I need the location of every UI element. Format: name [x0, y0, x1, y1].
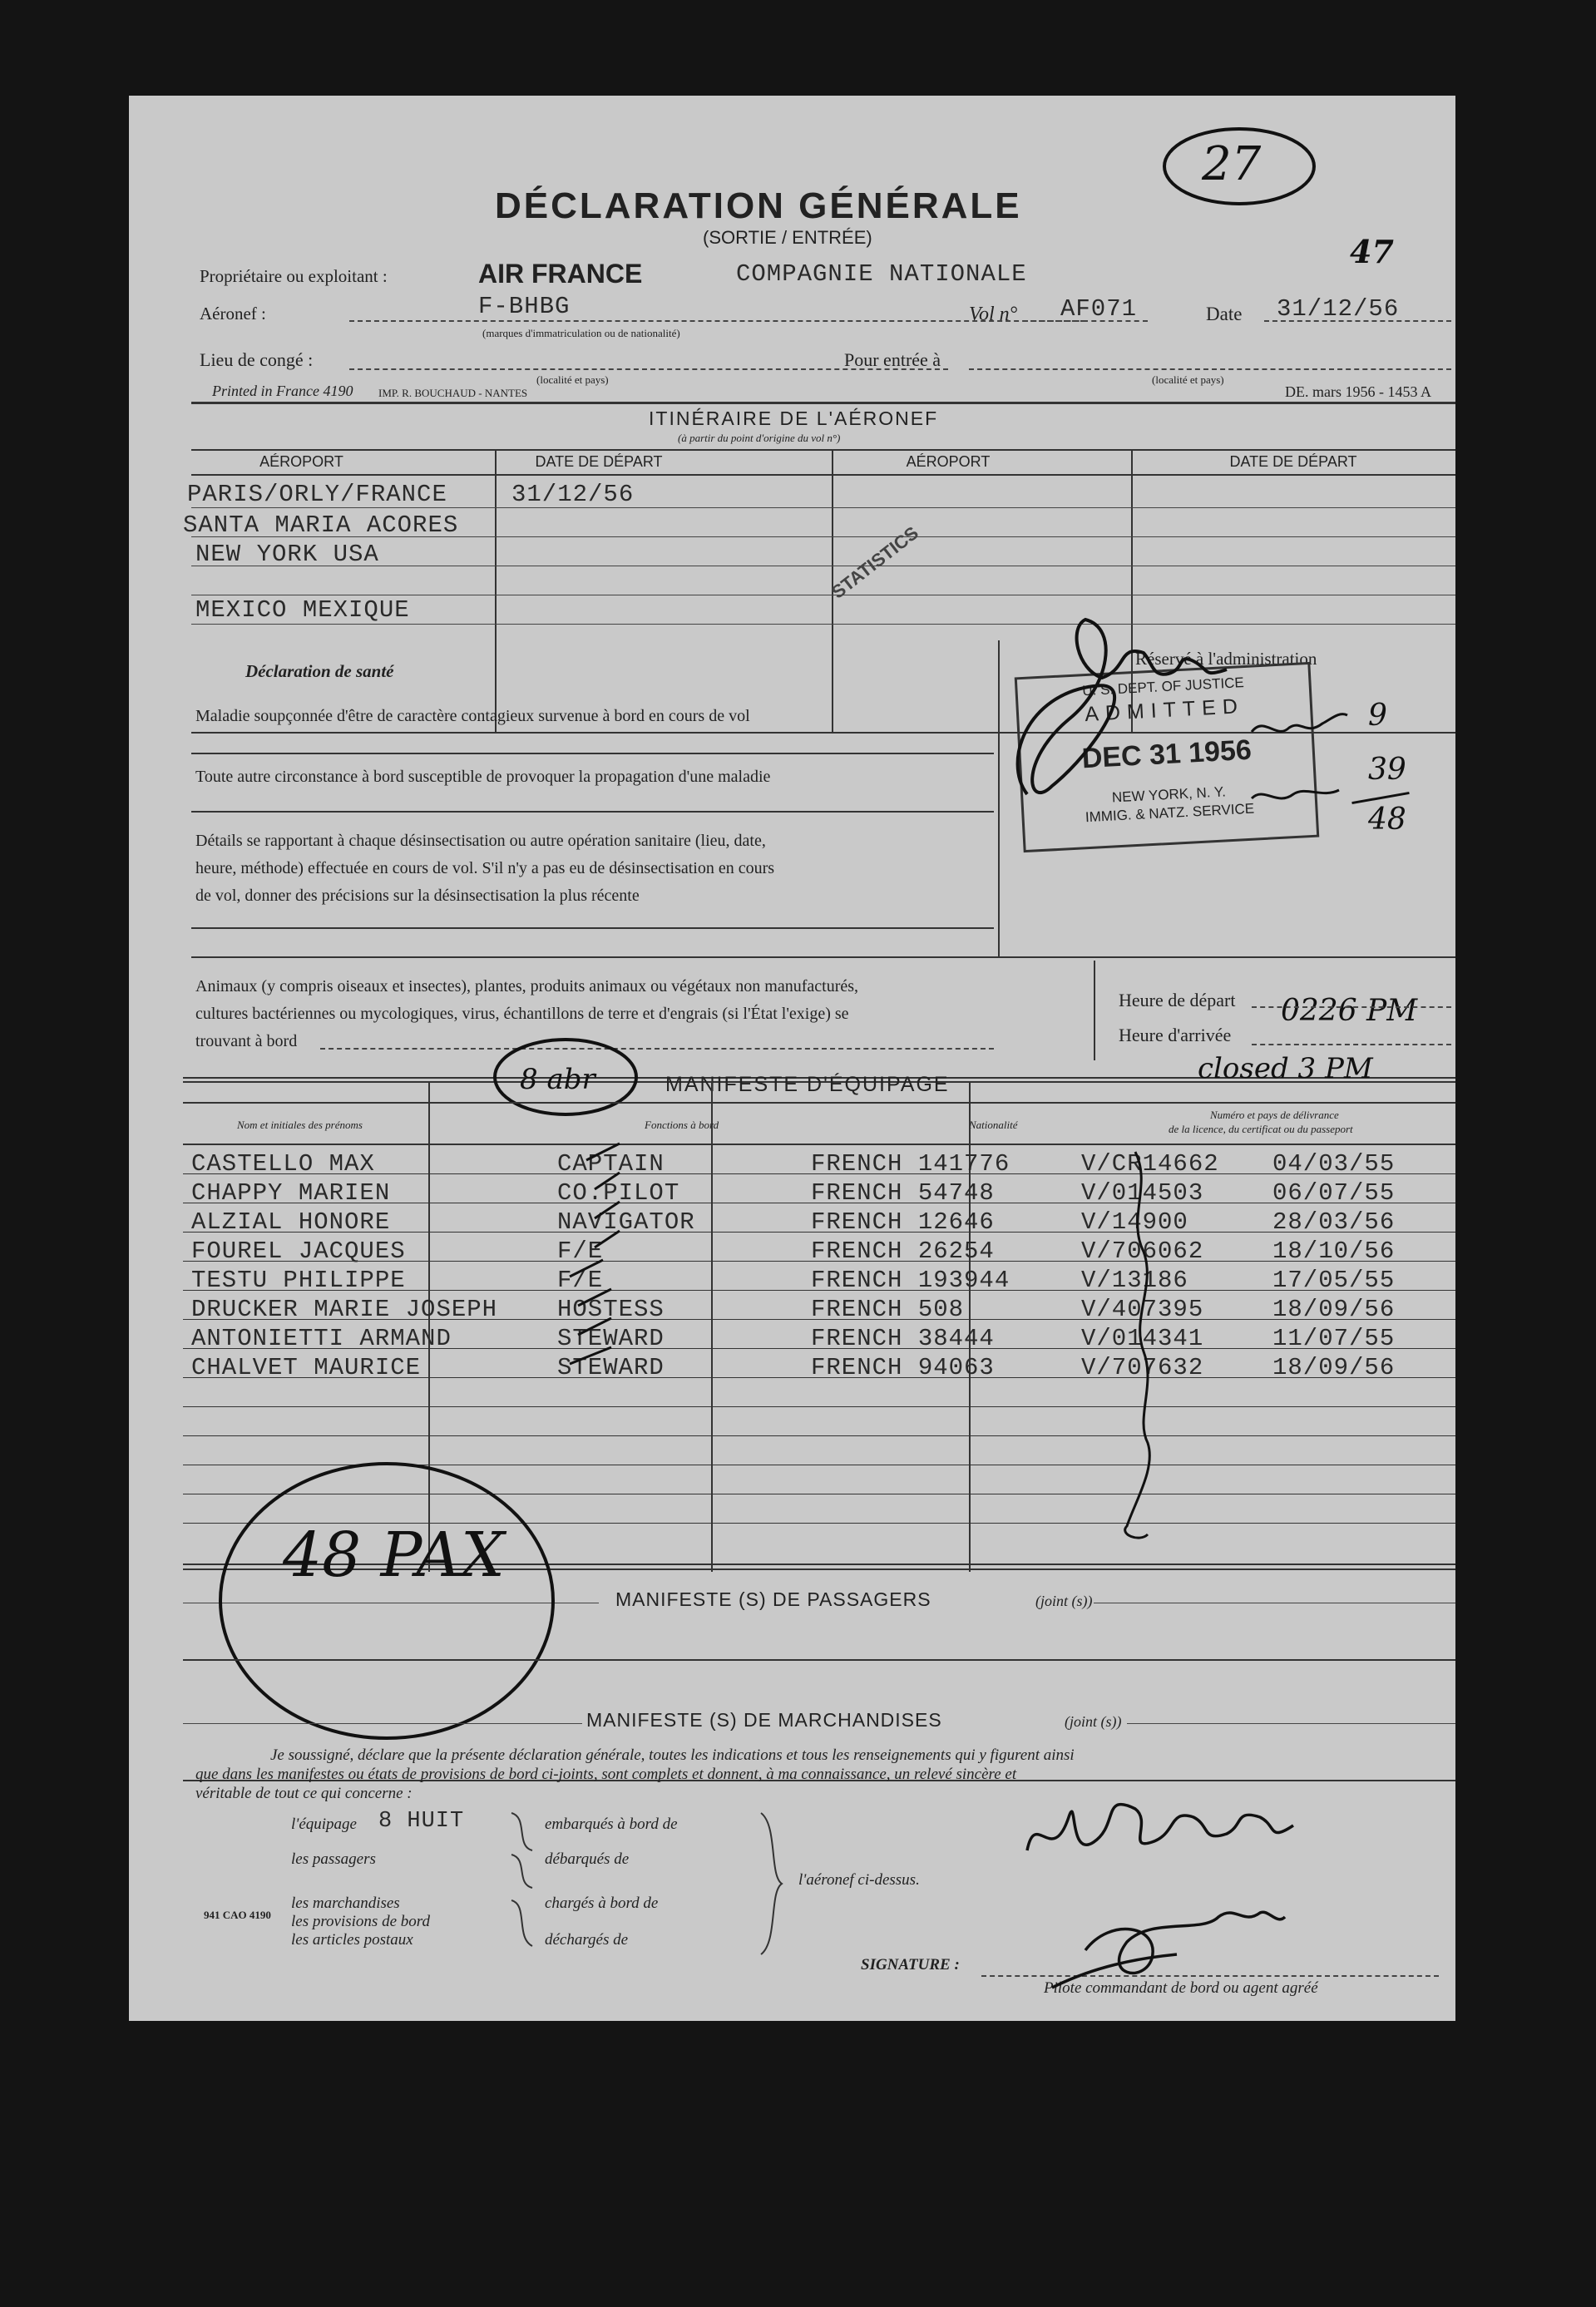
crew-function: CO.PILOT — [557, 1179, 680, 1207]
crew-title: MANIFESTE D'ÉQUIPAGE — [665, 1073, 950, 1096]
itinerary-airport: NEW YORK USA — [195, 541, 379, 568]
signer-role: Pilote commandant de bord ou agent agréé — [1044, 1979, 1318, 1997]
itinerary-airport: SANTA MARIA ACORES — [183, 511, 459, 539]
crew-license-date: 11/07/55 — [1272, 1325, 1396, 1352]
unloaded-label: déchargés de — [545, 1931, 629, 1949]
cargo-joint: (joint (s)) — [1065, 1713, 1122, 1730]
crew-col-license-2: de la licence, du certificat ou du passeport — [1169, 1123, 1353, 1135]
crew-col-name: Nom et initiales des prénoms — [237, 1119, 363, 1131]
stamp-admitted: ADMITTED — [1084, 694, 1245, 727]
embarked-label: embarqués à bord de — [545, 1815, 678, 1833]
arrival-place-note: (localité et pays) — [1152, 373, 1224, 386]
crew-license-date: 18/10/56 — [1272, 1237, 1396, 1265]
departure-time-label: Heure de départ — [1119, 990, 1236, 1010]
stamp-city: NEW YORK, N. Y. — [1111, 783, 1227, 806]
crew-function: NAVIGATOR — [557, 1208, 695, 1236]
crew-name: FOUREL JACQUES — [191, 1237, 406, 1265]
crew-name: TESTU PHILIPPE — [191, 1267, 406, 1294]
declaration-line3: véritable de tout ce qui concerne : — [195, 1785, 413, 1802]
stamp-dept: U. S. DEPT. OF JUSTICE — [1081, 674, 1245, 699]
aircraft-value: F-BHBG — [478, 293, 571, 320]
crew-license: V/13186 — [1081, 1267, 1188, 1294]
crew-name: ALZIAL HONORE — [191, 1208, 391, 1236]
admin-scribbles — [1248, 707, 1364, 832]
itinerary-subtitle: (à partir du point d'origine du vol n°) — [678, 432, 841, 444]
captain-signature — [1010, 1759, 1360, 2008]
declaration-line2: que dans les manifestes ou états de provisions de bord ci-joints, sont complets et donnent, à ma connaissance, un relevé sincère et — [195, 1766, 1017, 1783]
passenger-count-note: 48 PAX — [283, 1519, 505, 1591]
owner-label: Propriétaire ou exploitant : — [200, 266, 388, 286]
crew-name: DRUCKER MARIE JOSEPH — [191, 1296, 498, 1323]
itinerary-col-airport-2: AÉROPORT — [906, 453, 991, 470]
goods-label: les marchandises — [291, 1895, 400, 1912]
aircraft-label: Aéronef : — [200, 304, 266, 324]
departure-place-label: Lieu de congé : — [200, 349, 314, 370]
passengers-title: MANIFESTE (S) DE PASSAGERS — [615, 1588, 931, 1610]
crew-col-nationality: Nationalité — [969, 1119, 1018, 1131]
admin-reserved-label: Réservé à l'administration — [1135, 649, 1317, 669]
health-heading: Déclaration de santé — [245, 661, 394, 681]
crew-count-value: 8 HUIT — [378, 1809, 465, 1834]
crew-nationality: FRENCH 193944 — [811, 1267, 1010, 1294]
crew-circle-note: 8 abr — [520, 1063, 595, 1096]
arrival-scrawl: closed 3 PM — [1198, 1052, 1373, 1085]
health-q3-line3: de vol, donner des précisions sur la désinsectisation la plus récente — [195, 887, 640, 905]
aircraft-note: (marques d'immatriculation ou de nationalité) — [482, 327, 680, 339]
animals-line2: cultures bactériennes ou mycologiques, virus, échantillons de terre et d'engrais (si l'État l'exige) se — [195, 1005, 849, 1023]
arrival-time-label: Heure d'arrivée — [1119, 1025, 1232, 1045]
passenger-circle-mark — [208, 1451, 574, 1751]
postal-label: les articles postaux — [291, 1931, 413, 1949]
crew-nationality: FRENCH 508 — [811, 1296, 965, 1323]
health-q3-line1: Détails se rapportant à chaque désinsectisation ou autre opération sanitaire (lieu, date, — [195, 832, 766, 850]
loaded-label: chargés à bord de — [545, 1895, 659, 1912]
departure-time-value: 0226 PM — [1281, 994, 1418, 1028]
animals-line3: trouvant à bord — [195, 1032, 298, 1050]
health-q2: Toute autre circonstance à bord susceptible de provoquer la propagation d'une maladie — [195, 768, 771, 786]
brace-right — [757, 1809, 790, 1959]
crew-col-license-1: Numéro et pays de délivrance — [1210, 1109, 1339, 1121]
crew-nationality: FRENCH 94063 — [811, 1354, 995, 1381]
cargo-title: MANIFESTE (S) DE MARCHANDISES — [586, 1709, 942, 1731]
disembarked-label: débarqués de — [545, 1850, 630, 1868]
crew-count-label: l'équipage — [291, 1815, 357, 1833]
crew-license: V/707632 — [1081, 1354, 1204, 1381]
itinerary-col-date-2: DATE DE DÉPART — [1229, 453, 1357, 470]
stamp-date: DEC 31 1956 — [1080, 734, 1253, 775]
crew-col-function: Fonctions à bord — [645, 1119, 719, 1131]
admin-hand-3: 48 — [1368, 803, 1406, 837]
itinerary-date: 31/12/56 — [511, 481, 635, 508]
animals-line1: Animaux (y compris oiseaux et insectes), plantes, produits animaux ou végétaux non manufacturés, — [195, 977, 859, 995]
crew-license: V/CR14662 — [1081, 1150, 1219, 1178]
crew-license: V/706062 — [1081, 1237, 1204, 1265]
brace-left — [507, 1809, 541, 1959]
arrival-place-label: Pour entrée à — [844, 349, 941, 370]
crew-license: V/407395 — [1081, 1296, 1204, 1323]
admin-hand-1: 9 — [1368, 699, 1387, 733]
crew-nationality: FRENCH 26254 — [811, 1237, 995, 1265]
itinerary-airport: PARIS/ORLY/FRANCE — [187, 481, 447, 508]
provisions-label: les provisions de bord — [291, 1913, 430, 1930]
document-page — [129, 96, 1455, 2021]
crew-name: CHALVET MAURICE — [191, 1354, 422, 1381]
crew-license: V/14900 — [1081, 1208, 1188, 1236]
crew-name: CASTELLO MAX — [191, 1150, 375, 1178]
admin-hand-2: 39 — [1368, 753, 1406, 787]
crew-name: CHAPPY MARIEN — [191, 1179, 391, 1207]
health-q3-line2: heure, méthode) effectuée en cours de vol. S'il n'y a pas eu de désinsectisation en cours — [195, 859, 775, 877]
crew-function: STEWARD — [557, 1354, 665, 1381]
printer-note: IMP. R. BOUCHAUD - NANTES — [378, 387, 528, 399]
flight-label: Vol n° — [969, 304, 1018, 325]
crew-license-date: 18/09/56 — [1272, 1354, 1396, 1381]
crew-function: HOSTESS — [557, 1296, 665, 1323]
crew-license-date: 06/07/55 — [1272, 1179, 1396, 1207]
crew-function: F/E — [557, 1267, 604, 1294]
crew-nationality: FRENCH 141776 — [811, 1150, 1010, 1178]
crew-function: F/E — [557, 1237, 604, 1265]
crew-name: ANTONIETTI ARMAND — [191, 1325, 452, 1352]
form-title: DÉCLARATION GÉNÉRALE — [495, 185, 1022, 226]
itinerary-title: ITINÉRAIRE DE L'AÉRONEF — [649, 408, 939, 429]
statistics-stamp: STATISTICS — [828, 521, 922, 603]
edition-note: DE. mars 1956 - 1453 A — [1285, 383, 1431, 400]
declaration-line1: Je soussigné, déclare que la présente déclaration générale, toutes les indications et tous les renseignements qui y figurent ainsi — [270, 1746, 1075, 1764]
crew-license-date: 18/09/56 — [1272, 1296, 1396, 1323]
departure-place-note: (localité et pays) — [536, 373, 609, 386]
crew-license-date: 28/03/56 — [1272, 1208, 1396, 1236]
crew-license-date: 17/05/55 — [1272, 1267, 1396, 1294]
crew-license: V/014503 — [1081, 1179, 1204, 1207]
crew-nationality: FRENCH 12646 — [811, 1208, 995, 1236]
page-number: 47 — [1350, 233, 1394, 270]
health-q1: Maladie soupçonnée d'être de caractère contagieux survenue à bord en cours de vol — [195, 707, 750, 725]
aircraft-above-label: l'aéronef ci-dessus. — [798, 1871, 920, 1889]
owner-value-bold: AIR FRANCE — [478, 259, 643, 289]
itinerary-col-airport-1: AÉROPORT — [259, 453, 343, 470]
crew-nationality: FRENCH 38444 — [811, 1325, 995, 1352]
crew-function: CAPTAIN — [557, 1150, 665, 1178]
form-subtitle: (SORTIE / ENTRÉE) — [703, 227, 872, 248]
itinerary-airport: MEXICO MEXIQUE — [195, 596, 410, 624]
itinerary-col-date-1: DATE DE DÉPART — [535, 453, 663, 470]
flight-value: AF071 — [1060, 295, 1138, 323]
crew-license-date: 04/03/55 — [1272, 1150, 1396, 1178]
crew-function: STEWARD — [557, 1325, 665, 1352]
date-label: Date — [1206, 304, 1243, 324]
corner-number: 27 — [1202, 137, 1262, 191]
signature-label: SIGNATURE : — [861, 1956, 960, 1974]
form-code: 941 CAO 4190 — [204, 1909, 271, 1921]
printed-in: Printed in France 4190 — [212, 383, 353, 399]
crew-license: V/014341 — [1081, 1325, 1204, 1352]
stamp-service: IMMIG. & NATZ. SERVICE — [1085, 800, 1255, 826]
passengers-label: les passagers — [291, 1850, 376, 1868]
date-value: 31/12/56 — [1277, 295, 1400, 323]
crew-nationality: FRENCH 54748 — [811, 1179, 995, 1207]
passengers-joint: (joint (s)) — [1035, 1593, 1093, 1609]
owner-value: COMPAGNIE NATIONALE — [736, 260, 1027, 288]
